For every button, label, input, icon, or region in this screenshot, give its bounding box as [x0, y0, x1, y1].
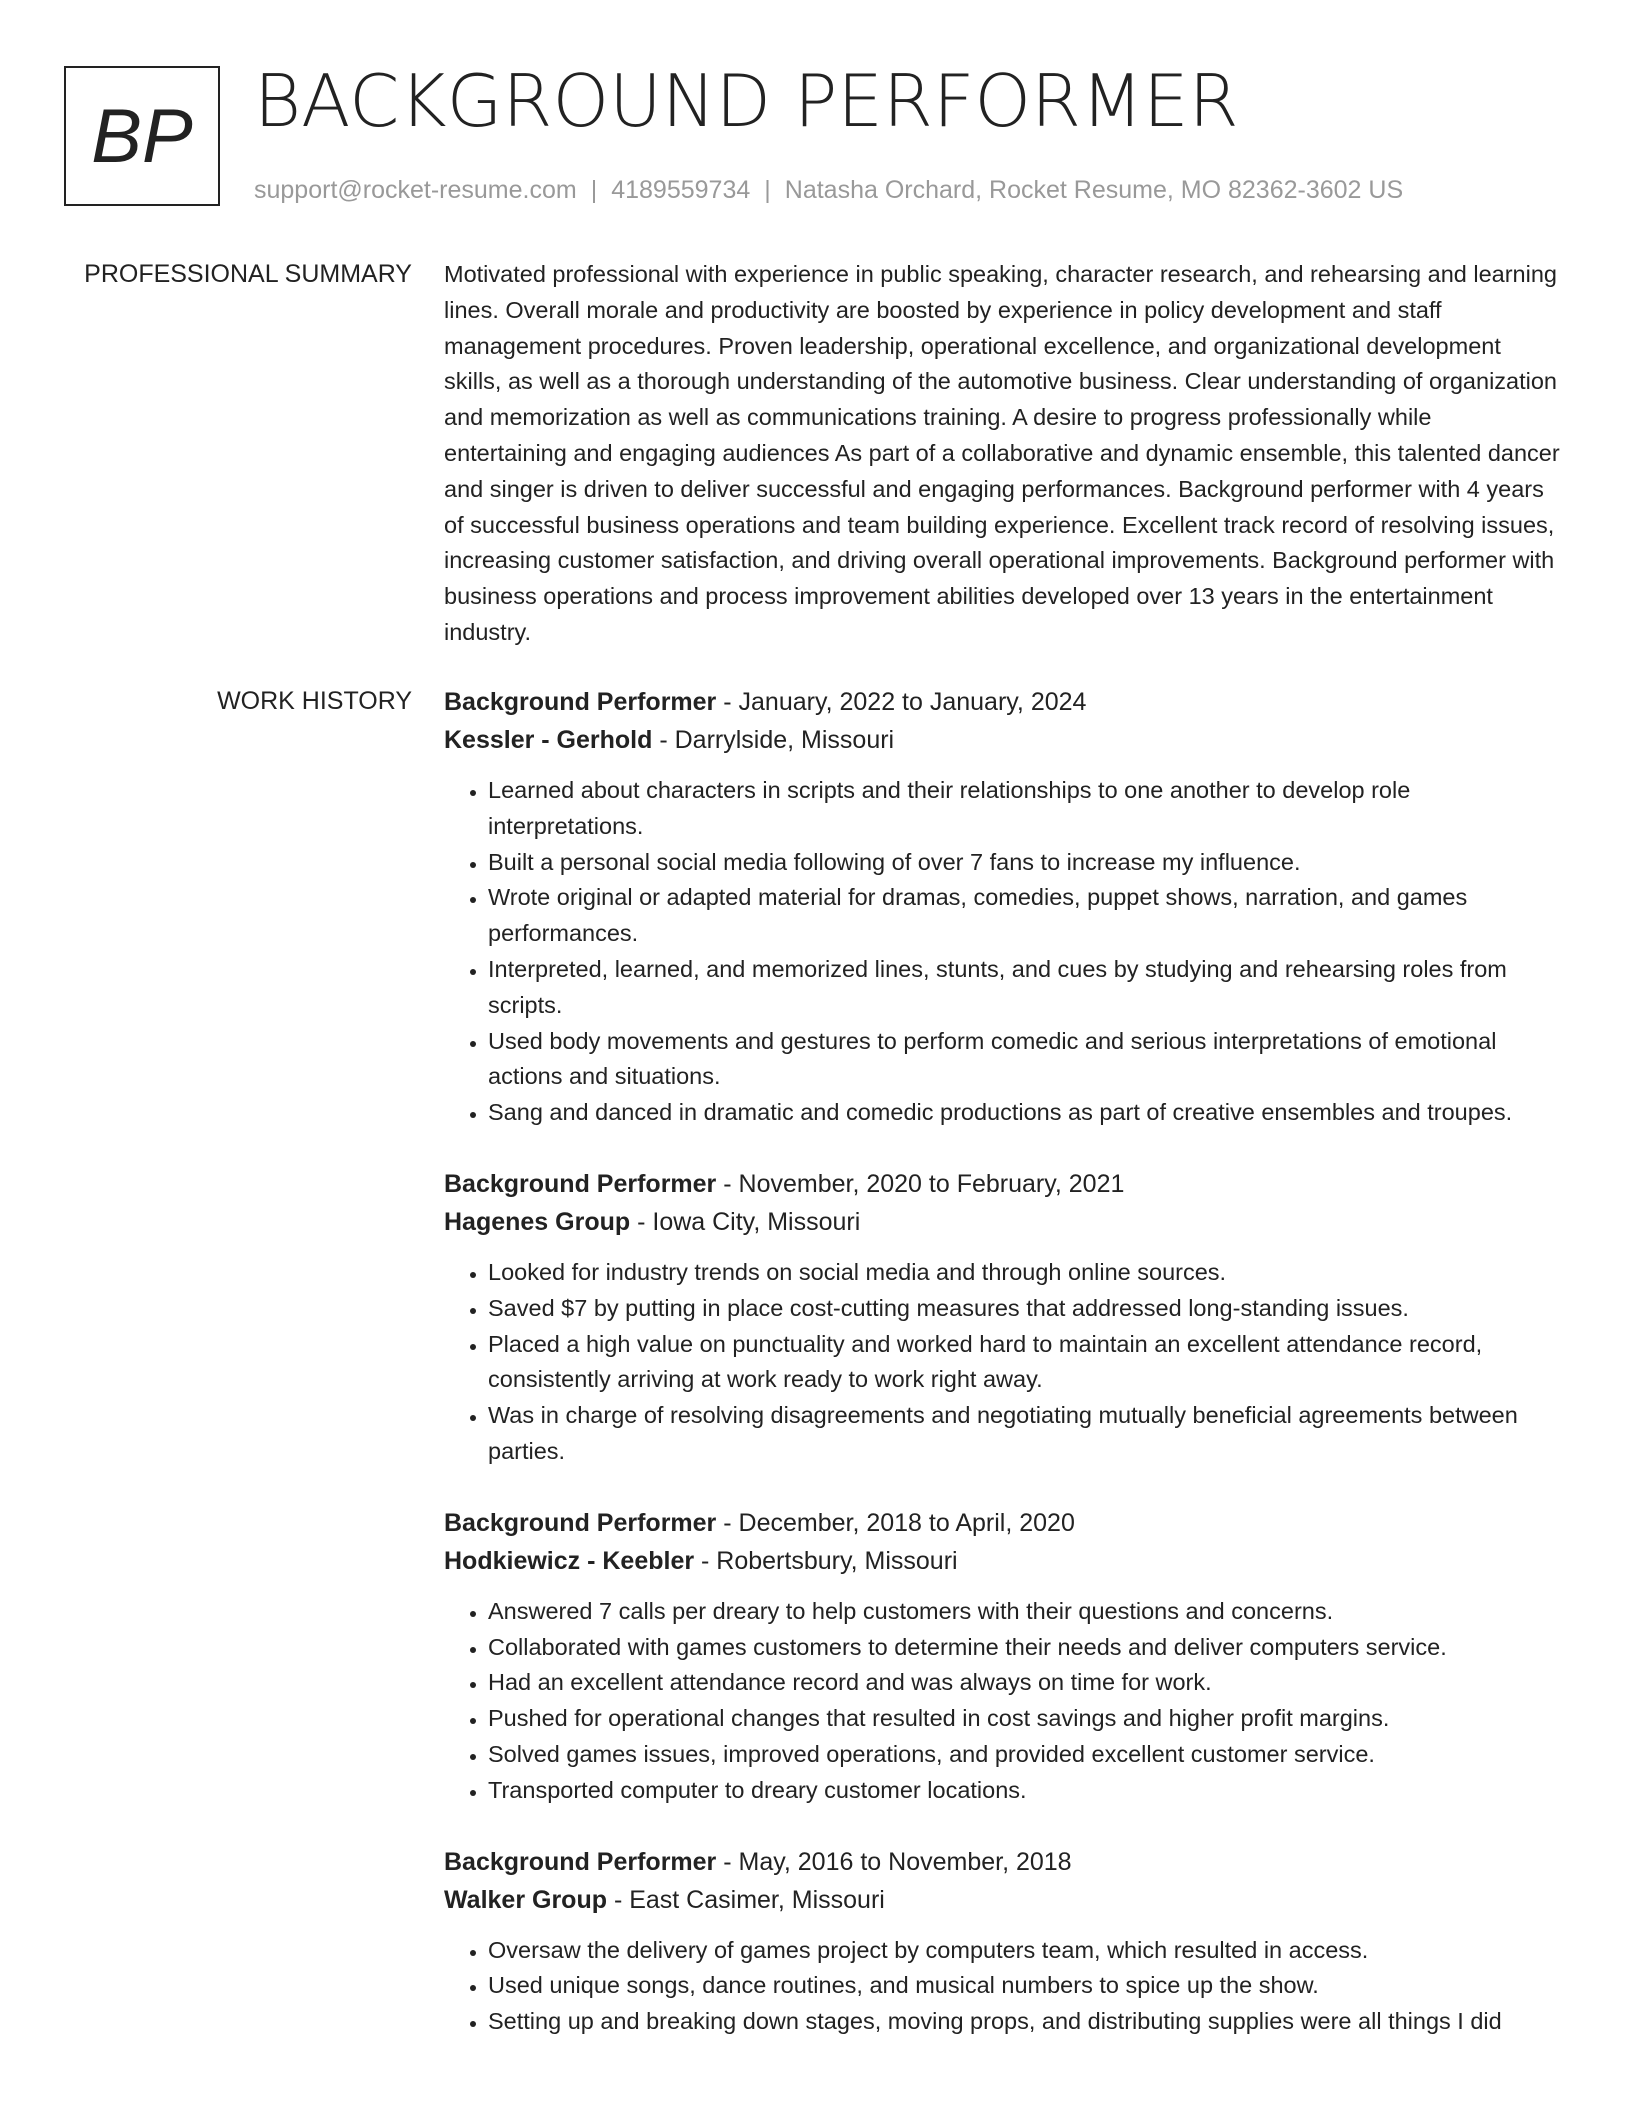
job-company: Hodkiewicz - Keebler	[444, 1546, 695, 1575]
job-company-line	[444, 721, 1560, 759]
monogram-box	[64, 66, 220, 206]
job-bullets	[444, 1255, 1560, 1470]
work-history-section	[444, 683, 1560, 2074]
contact-email: support@rocket-resume.com	[254, 176, 577, 204]
job-bullet: • Sang and danced in dramatic and comedic productions as part of creative ensembles and troupes.	[488, 1095, 1560, 1131]
job-title: Background Performer	[444, 1508, 717, 1537]
job-location: - Robertsbury, Missouri	[694, 1546, 958, 1575]
job-bullet: • Had an excellent attendance record and was always on time for work.	[488, 1665, 1560, 1701]
job-bullet: • Pushed for operational changes that resulted in cost savings and higher profit margins.	[488, 1701, 1560, 1737]
job-entry	[444, 1504, 1560, 1809]
job-bullets	[444, 1933, 1560, 2040]
job-bullet: • Solved games issues, improved operations, and provided excellent customer service.	[488, 1737, 1560, 1773]
job-entry	[444, 1843, 1560, 2040]
job-bullet: • Saved $7 by putting in place cost-cutting measures that addressed long-standing issues.	[488, 1291, 1560, 1327]
job-company: Kessler - Gerhold	[444, 726, 653, 754]
job-title-line	[444, 1843, 1560, 1881]
job-dates: - November, 2020 to February, 2021	[716, 1169, 1125, 1198]
summary-text: Motivated professional with experience in public speaking, character research, and rehearsing and learning lines. Overall morale and productivity are boosted by experience in policy development and staff management procedures. Proven leadership, operational excellence, and organizational development skills, as well as a thorough understanding of the automotive business. Clear understanding of organization and memorization as well as communications training. A desire to progress professionally while entertaining and engaging audiences As part of a collaborative and dynamic ensemble, this talented dancer and singer is driven to deliver successful and engaging performances. Background performer with 4 years of successful business operations and team building experience. Excellent track record of resolving issues, increasing customer satisfaction, and driving overall operational improvements. Background performer with business operations and process improvement abilities developed over 13 years in the entertainment industry.	[444, 261, 1560, 645]
work-history-section-label: WORK HISTORY	[217, 687, 412, 715]
job-company: Hagenes Group	[444, 1207, 631, 1236]
job-title-line	[444, 1165, 1560, 1203]
job-bullet: • Looked for industry trends on social media and through online sources.	[488, 1255, 1560, 1291]
contact-separator: |	[764, 176, 771, 204]
job-title: Background Performer	[444, 688, 717, 716]
contact-address: Natasha Orchard, Rocket Resume, MO 82362-3602 US	[784, 176, 1404, 204]
job-bullet: • Used unique songs, dance routines, and musical numbers to spice up the show.	[488, 1968, 1560, 2004]
job-bullet: • Built a personal social media following of over 7 fans to increase my influence.	[488, 845, 1560, 881]
job-title: Background Performer	[444, 1847, 717, 1876]
job-bullet: • Wrote original or adapted material for dramas, comedies, puppet shows, narration, and games performances.	[488, 880, 1560, 952]
job-location: - Darrylside, Missouri	[652, 726, 895, 754]
job-bullet: • Oversaw the delivery of games project by computers team, which resulted in access.	[488, 1933, 1560, 1969]
job-location: - Iowa City, Missouri	[630, 1207, 861, 1236]
contact-line	[254, 174, 1403, 206]
job-bullet: • Was in charge of resolving disagreements and negotiating mutually beneficial agreements between parties.	[488, 1398, 1560, 1470]
job-company-line	[444, 1203, 1560, 1241]
job-bullets	[444, 773, 1560, 1131]
monogram-initials: BP	[91, 93, 193, 179]
job-title: Background Performer	[444, 1169, 717, 1198]
job-company: Walker Group	[444, 1885, 607, 1914]
job-location: - East Casimer, Missouri	[607, 1885, 885, 1914]
job-bullet: • Setting up and breaking down stages, moving props, and distributing supplies were all things I did	[488, 2004, 1560, 2040]
job-dates: - January, 2022 to January, 2024	[716, 688, 1087, 716]
job-bullet: • Interpreted, learned, and memorized lines, stunts, and cues by studying and rehearsing roles from scripts.	[488, 952, 1560, 1024]
contact-separator: |	[590, 176, 598, 204]
job-entry	[444, 683, 1560, 1131]
job-bullet: • Collaborated with games customers to determine their needs and deliver computers service.	[488, 1630, 1560, 1666]
job-company-line	[444, 1881, 1560, 1919]
summary-section-label: PROFESSIONAL SUMMARY	[84, 260, 412, 288]
job-bullet: • Answered 7 calls per dreary to help customers with their questions and concerns.	[488, 1594, 1560, 1630]
job-dates: - May, 2016 to November, 2018	[716, 1847, 1072, 1876]
job-bullets	[444, 1594, 1560, 1809]
summary-section	[444, 257, 1560, 651]
job-company-line	[444, 1542, 1560, 1580]
job-dates: - December, 2018 to April, 2020	[716, 1508, 1075, 1537]
job-title-line	[444, 1504, 1560, 1542]
job-bullet: • Learned about characters in scripts and their relationships to one another to develop role interpretations.	[488, 773, 1560, 845]
contact-phone: 4189559734	[611, 176, 751, 204]
job-title-line	[444, 683, 1560, 721]
job-bullet: • Placed a high value on punctuality and worked hard to maintain an excellent attendance record, consistently arriving at work ready to work right away.	[488, 1327, 1560, 1399]
job-bullet: • Transported computer to dreary customer locations.	[488, 1773, 1560, 1809]
job-bullet: • Used body movements and gestures to perform comedic and serious interpretations of emotional actions and situations.	[488, 1024, 1560, 1096]
resume-name: BACKGROUND PERFORMER	[254, 59, 1239, 143]
job-entry	[444, 1165, 1560, 1470]
